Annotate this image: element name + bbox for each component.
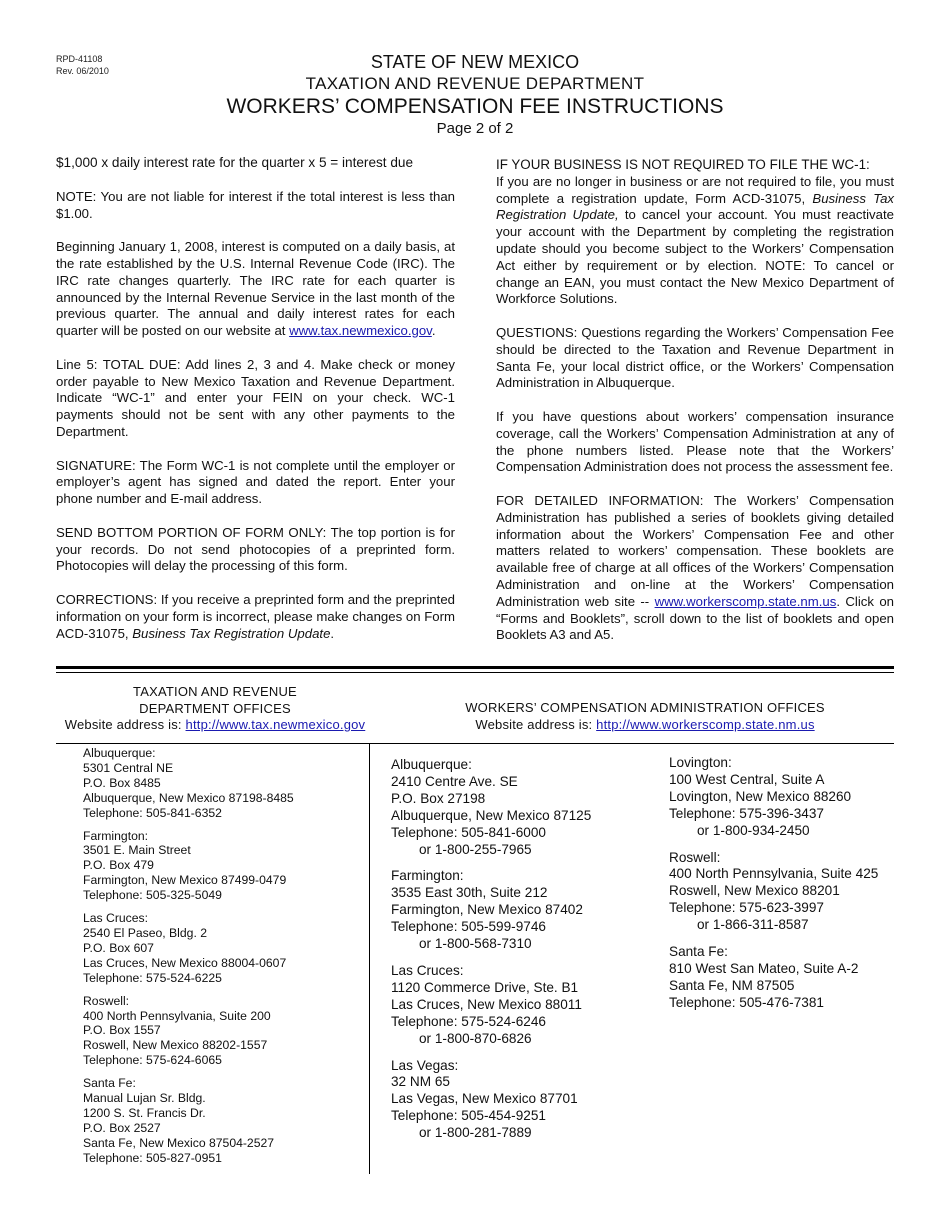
office-city: Roswell: [83,993,130,1008]
send-paragraph: SEND BOTTOM PORTION OF FORM ONLY: The top portion is for your records. Do not send photocopies of a preprinted form. Photocopies will delay the processing of this form. [56,524,455,574]
office-city: Santa Fe: [669,944,728,960]
office-line: 400 North Pennsylvania, Suite 425 [669,866,879,882]
trd-offices-heading [40,684,390,734]
office-line: 1200 S. St. Francis Dr. [83,1105,206,1120]
office-line: Lovington, New Mexico 88260 [669,788,852,804]
office-entry [391,757,661,858]
office-line: Telephone: 575-396-3437 [669,805,824,821]
office-line: P.O. Box 1557 [83,1023,161,1038]
office-alt-phone: or 1-800-870-6826 [419,1030,532,1046]
office-entry [83,994,363,1069]
office-entry [391,963,661,1048]
office-line: 3535 East 30th, Suite 212 [391,885,548,901]
office-city: Las Vegas: [391,1057,459,1073]
office-line: Telephone: 575-623-3997 [669,900,824,916]
office-line: 100 West Central, Suite A [669,771,825,787]
office-alt-phone: or 1-866-311-8587 [697,917,809,933]
office-line: P.O. Box 8485 [83,775,161,790]
signature-paragraph: SIGNATURE: The Form WC-1 is not complete until the employer or employer’s agent has signed and dated the report. Enter your phone number and E-mail address. [56,457,455,507]
office-line: Telephone: 505-841-6352 [83,805,222,820]
divider-thin [56,672,894,673]
wca-heading-title: WORKERS’ COMPENSATION ADMINISTRATION OFFICES [465,700,825,715]
office-city: Roswell: [669,849,721,865]
office-city: Farmington: [83,828,149,843]
office-line: Manual Lujan Sr. Bldg. [83,1091,206,1106]
office-line: 5301 Central NE [83,760,174,775]
corrections-paragraph: CORRECTIONS: If you receive a preprinted form and the preprinted information on your form is incorrect, please make changes on Form ACD-31075, Business Tax Registration Update. [56,591,455,641]
office-line: Telephone: 575-524-6225 [83,970,222,985]
office-line: Telephone: 505-599-9746 [391,919,546,935]
page-number: Page 2 of 2 [436,120,514,137]
office-alt-phone: or 1-800-934-2450 [697,822,810,838]
wca-offices-column-2 [669,755,909,1022]
workerscomp-website-link[interactable]: www.workerscomp.state.nm.us [654,593,837,609]
office-city: Las Cruces: [391,962,464,978]
wca-offices-column-1 [391,757,661,1152]
office-line: Roswell, New Mexico 88202-1557 [83,1038,268,1053]
office-line: Farmington, New Mexico 87402 [391,902,583,918]
offices-vertical-divider [369,744,370,1174]
trd-offices-list [83,746,363,1174]
offices-divider [56,743,894,744]
divider-thick [56,666,894,669]
office-line: 32 NM 65 [391,1074,450,1090]
form-number: RPD-41108 [56,54,103,64]
office-alt-phone: or 1-800-568-7310 [419,936,532,952]
office-line: Telephone: 505-476-7381 [669,994,824,1010]
office-line: Las Cruces, New Mexico 88011 [391,996,582,1012]
office-line: Farmington, New Mexico 87499-0479 [83,873,287,888]
office-line: Santa Fe, NM 87505 [669,977,795,993]
header-state: STATE OF NEW MEXICO [370,52,580,72]
office-line: Telephone: 505-841-6000 [391,824,546,840]
trd-website-line: Website address is: http://www.tax.newmexico.gov [64,717,366,732]
corrections-form-title: Business Tax Registration Update [132,625,331,641]
office-line: 1120 Commerce Drive, Ste. B1 [391,979,579,995]
interest-note: NOTE: You are not liable for interest if the total interest is less than $1.00. [56,188,455,221]
page-title: WORKERS’ COMPENSATION FEE INSTRUCTIONS [226,95,724,118]
tax-website-link[interactable]: www.tax.newmexico.gov [289,323,432,339]
office-entry [83,746,363,821]
office-line: 2410 Centre Ave. SE [391,773,518,789]
line5-paragraph: Line 5: TOTAL DUE: Add lines 2, 3 and 4. Make check or money order payable to New Mexico Taxation and Revenue Department. Indicate “WC-1” and enter your FEIN on your check. WC-1 payments should not be sent with any other payments to the Department. [56,356,455,439]
office-line: P.O. Box 479 [83,858,154,873]
office-line: Telephone: 575-524-6246 [391,1013,546,1029]
office-entry [669,850,909,935]
office-city: Santa Fe: [83,1076,136,1091]
right-column [496,157,894,661]
insurance-paragraph: If you have questions about workers’ compensation insurance coverage, call the Workers’ Compensation Administration at any of the phone numbers listed. Please note that the Workers’ Compensation Administration does not process the assessment fee. [496,408,894,475]
left-column [56,155,455,659]
office-line: 3501 E. Main Street [83,843,191,858]
wca-offices-heading [420,700,870,733]
office-line: Albuquerque, New Mexico 87125 [391,807,592,823]
office-city: Albuquerque: [391,757,472,772]
not-required-paragraph: IF YOUR BUSINESS IS NOT REQUIRED TO FILE THE WC-1: If you are no longer in business or are not required to file, you must complete a registration update, Form ACD-31075, Business Tax Registration Update, to cancel your account. You must reactivate your account with the Department by completing the registration update should you become subject to the Workers’ Compensation Act either by requirement or by election. NOTE: To cancel or change an EAN, you must contact the New Mexico Department of Workforce Solutions. [496,157,894,307]
interest-beginning-paragraph: Beginning January 1, 2008, interest is computed on a daily basis, at the rate established by the U.S. Internal Revenue Code (IRC). The IRC rate changes quarterly. The IRC rate for each quarter is announced by the Internal Revenue Service in the last month of the previous quarter. The annual and daily interest rates for each quarter will be posted on our website at www.tax.newmexico.gov. [56,239,455,339]
office-entry [391,868,661,953]
office-line: P.O. Box 2527 [83,1120,161,1135]
office-entry [83,1076,363,1165]
office-line: 400 North Pennsylvania, Suite 200 [83,1008,271,1023]
office-entry [391,1058,661,1143]
office-line: Telephone: 505-325-5049 [83,888,222,903]
trd-heading-line1: TAXATION AND REVENUE [133,684,297,699]
office-line: Telephone: 505-454-9251 [391,1108,546,1124]
header-department: TAXATION AND REVENUE DEPARTMENT [305,74,645,93]
office-line: Las Cruces, New Mexico 88004-0607 [83,955,287,970]
office-line: Telephone: 575-624-6065 [83,1053,222,1068]
detailed-info-paragraph: FOR DETAILED INFORMATION: The Workers’ Compensation Administration has published a series of booklets giving detailed information about the Workers’ Compensation Fee and other matters related to workers’ compensation. These booklets are available free of charge at all offices of the Workers’ Compensation Administration and on-line at the Workers’ Compensation Administration web site -- www.workerscomp.state.nm.us. Click on “Forms and Booklets”, scroll down to the list of booklets and open Booklets A3 and A5. [496,492,894,643]
wca-website-link[interactable]: http://www.workerscomp.state.nm.us [596,716,815,732]
office-city: Lovington: [669,755,732,770]
office-line: Albuquerque, New Mexico 87198-8485 [83,790,294,805]
office-entry [83,829,363,904]
questions-paragraph: QUESTIONS: Questions regarding the Workers’ Compensation Fee should be directed to the Taxation and Revenue Department in Santa Fe, your local district office, or the Workers’ Compensation Administration in Albuquerque. [496,324,894,391]
interest-formula: $1,000 x daily interest rate for the quarter x 5 = interest due [56,155,414,170]
office-city: Farmington: [391,868,464,884]
office-entry [669,755,909,840]
office-line: 2540 El Paseo, Bldg. 2 [83,925,207,940]
office-line: Roswell, New Mexico 88201 [669,883,840,899]
trd-website-link[interactable]: http://www.tax.newmexico.gov [185,717,366,732]
office-line: P.O. Box 27198 [391,790,486,806]
office-alt-phone: or 1-800-255-7965 [419,841,532,857]
office-line: P.O. Box 607 [83,940,154,955]
office-line: Telephone: 505-827-0951 [83,1150,222,1165]
office-alt-phone: or 1-800-281-7889 [419,1125,532,1141]
office-line: 810 West San Mateo, Suite A-2 [669,960,859,976]
not-required-heading: IF YOUR BUSINESS IS NOT REQUIRED TO FILE THE WC-1: [496,157,870,172]
office-city: Las Cruces: [83,911,149,926]
trd-heading-line2: DEPARTMENT OFFICES [139,700,291,716]
office-entry [83,911,363,986]
form-revision: Rev. 06/2010 [56,66,109,76]
page-header [0,52,950,138]
office-entry [669,944,909,1012]
wca-website-line: Website address is: http://www.workerscomp.state.nm.us [475,716,815,732]
office-line: Las Vegas, New Mexico 87701 [391,1091,578,1107]
office-city: Albuquerque: [83,746,156,760]
office-line: Santa Fe, New Mexico 87504-2527 [83,1135,275,1150]
